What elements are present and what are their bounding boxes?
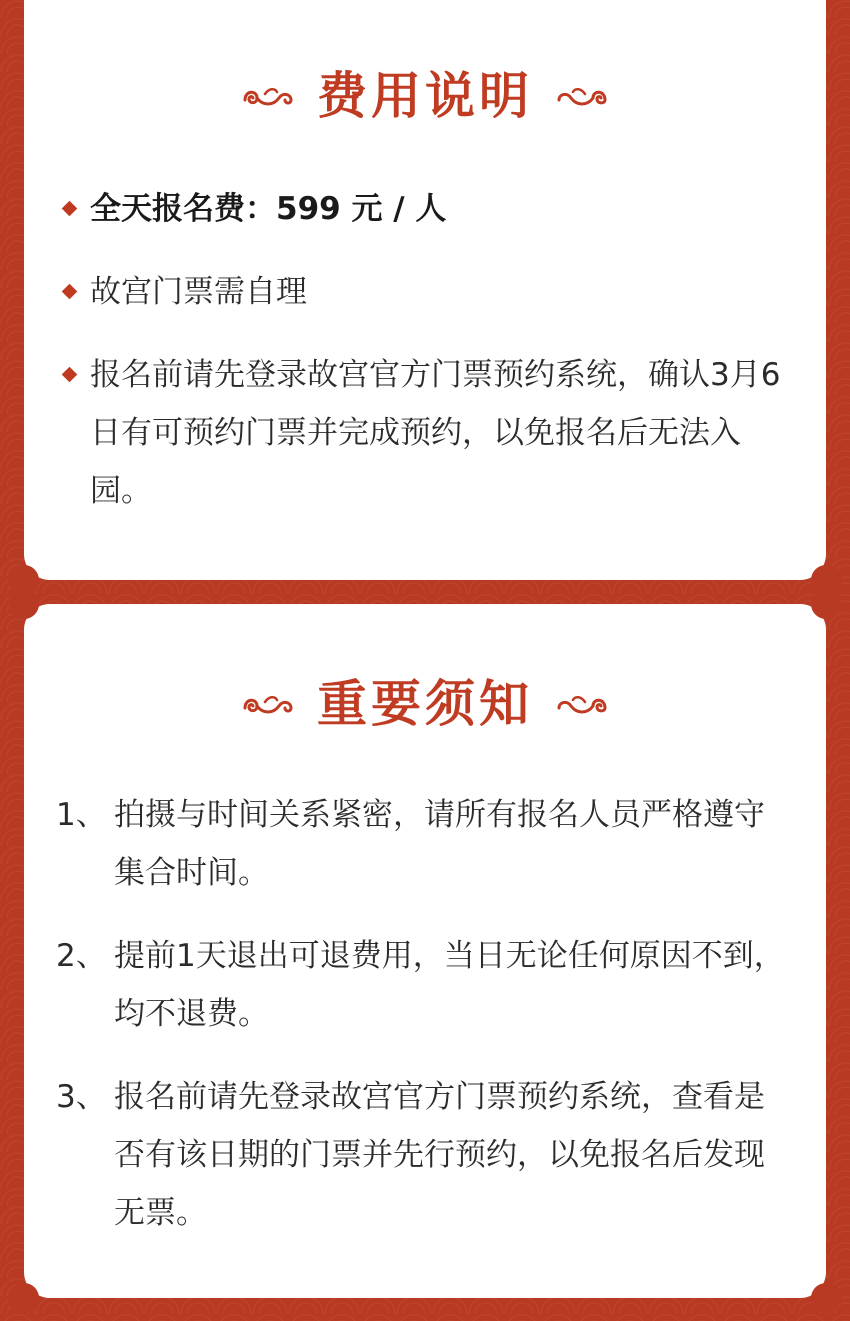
fee-list <box>62 180 798 545</box>
notice-item <box>56 1068 788 1242</box>
diamond-bullet-icon <box>62 284 78 300</box>
card-corner-notch <box>9 1283 39 1313</box>
notice-list <box>56 786 788 1267</box>
notice-item <box>56 927 788 1043</box>
fee-item-text: 故宫门票需自理 <box>90 274 307 310</box>
fee-section-title: 费用说明 <box>317 66 533 125</box>
notice-item <box>56 786 788 902</box>
card-corner-notch <box>811 589 841 619</box>
fee-item-text: 全天报名费：599 元 / 人 <box>90 191 447 227</box>
notice-item-number: 1、 <box>56 797 107 833</box>
card-corner-notch <box>811 1283 841 1313</box>
fee-item-ticket <box>62 263 798 321</box>
notice-card <box>24 604 826 1298</box>
notice-item-text: 拍摄与时间关系紧密，请所有报名人员严格遵守集合时间。 <box>114 797 765 891</box>
notice-section-title: 重要须知 <box>317 674 533 733</box>
diamond-bullet-icon <box>62 367 78 383</box>
fee-item-reservation <box>62 346 798 520</box>
fee-card <box>24 0 826 580</box>
notice-item-number: 2、 <box>56 938 107 974</box>
card-corner-notch <box>9 589 39 619</box>
notice-item-text: 报名前请先登录故宫官方门票预约系统，查看是否有该日期的门票并先行预约，以免报名后发现无票。 <box>114 1079 765 1231</box>
swirl-ornament-right-icon <box>555 82 611 110</box>
fee-item-price <box>62 180 798 238</box>
diamond-bullet-icon <box>62 201 78 217</box>
swirl-ornament-left-icon <box>239 82 295 110</box>
notice-item-number: 3、 <box>56 1079 107 1115</box>
notice-item-text: 提前1天退出可退费用，当日无论任何原因不到，均不退费。 <box>114 938 785 1032</box>
fee-title-row <box>24 64 826 128</box>
swirl-ornament-right-icon <box>555 690 611 718</box>
fee-item-text: 报名前请先登录故宫官方门票预约系统，确认3月6日有可预约门票并完成预约，以免报名后无法入园。 <box>90 357 781 509</box>
swirl-ornament-left-icon <box>239 690 295 718</box>
notice-title-row <box>24 672 826 736</box>
